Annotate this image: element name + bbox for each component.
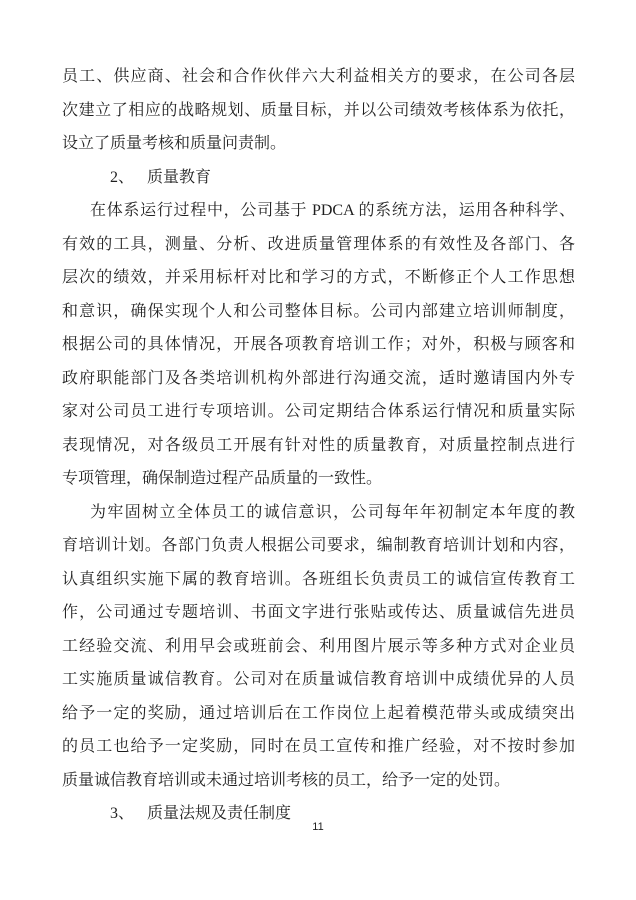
body-line: 员工、供应商、社会和合作伙伴六大利益相关方的要求，在公司各层	[62, 68, 575, 85]
page-number: 11	[312, 821, 324, 833]
paragraph-quality-education	[62, 194, 575, 496]
body-line: 工实施质量诚信教育。公司对在质量诚信教育培训中成绩优异的人员	[62, 671, 575, 688]
body-line: 在体系运行过程中，公司基于 PDCA 的系统方法，运用各种科学、	[90, 202, 575, 219]
section-title: 质量法规及责任制度	[147, 805, 292, 822]
body-line: 作，公司通过专题培训、书面文字进行张贴或传达、质量诚信先进员	[62, 604, 575, 621]
body-line: 表现情况，对各级员工开展有针对性的质量教育，对质量控制点进行	[62, 436, 575, 454]
section-number: 2、	[110, 168, 135, 186]
body-line: 给予一定的奖励，通过培训后在工作岗位上起着模范带头或成绩突出	[62, 704, 575, 722]
body-line: 根据公司的具体情况，开展各项教育培训工作；对外，积极与顾客和	[62, 336, 575, 353]
body-line: 设立了质量考核和质量问责制。	[62, 135, 287, 152]
paragraph-integrity-education	[62, 496, 575, 798]
section-title: 质量教育	[147, 168, 212, 186]
paragraph-intro-continuation	[62, 60, 575, 161]
section-heading-quality-education	[62, 161, 575, 195]
body-line: 育培训计划。各部门负责人根据公司要求，编制教育培训计划和内容，	[62, 537, 575, 554]
section-number: 3、	[110, 805, 135, 822]
body-line: 次建立了相应的战略规划、质量目标，并以公司绩效考核体系为依托，	[62, 101, 575, 119]
body-line: 有效的工具，测量、分析、改进质量管理体系的有效性及各部门、各	[62, 235, 575, 253]
body-line: 的员工也给予一定奖励，同时在员工宣传和推广经验，对不按时参加	[62, 738, 575, 755]
body-line: 政府职能部门及各类培训机构外部进行沟通交流，适时邀请国内外专	[62, 369, 575, 387]
body-line: 专项管理，确保制造过程产品质量的一致性。	[62, 470, 383, 487]
body-line: 层次的绩效，并采用标杆对比和学习的方式，不断修正个人工作思想	[62, 269, 575, 286]
body-line: 认真组织实施下属的教育培训。各班组长负责员工的诚信宣传教育工	[62, 570, 575, 588]
body-line: 和意识，确保实现个人和公司整体目标。公司内部建立培训师制度，	[62, 302, 575, 320]
body-line: 家对公司员工进行专项培训。公司定期结合体系运行情况和质量实际	[62, 403, 575, 420]
body-line: 工经验交流、利用早会或班前会、利用图片展示等多种方式对企业员	[62, 637, 575, 655]
body-line: 质量诚信教育培训或未通过培训考核的员工，给予一定的处罚。	[62, 771, 511, 789]
body-line: 为牢固树立全体员工的诚信意识，公司每年年初制定本年度的教	[90, 503, 575, 521]
